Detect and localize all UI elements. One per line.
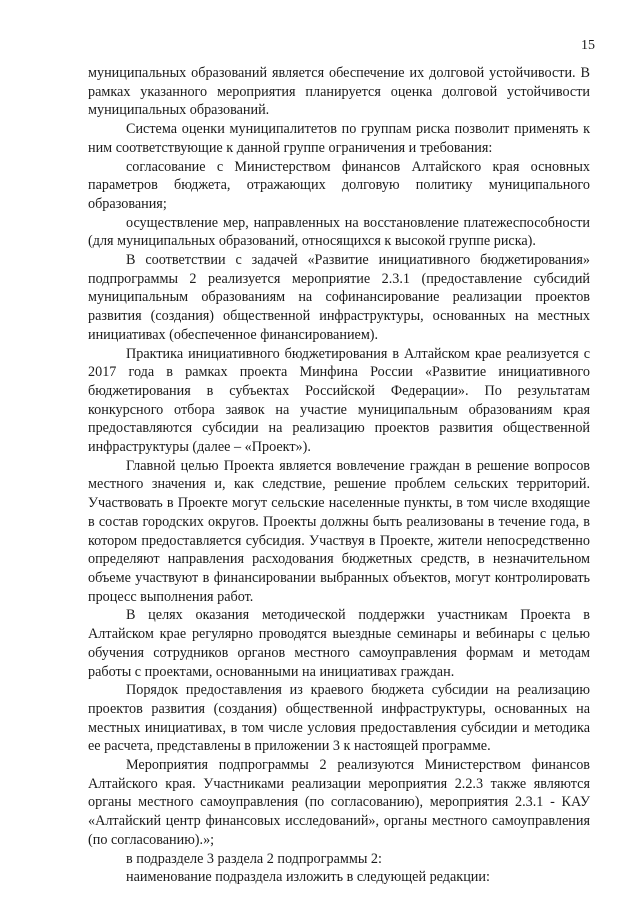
paragraph: Система оценки муниципалитетов по группам риска позволит применять к ним соответствующие к данной группе ограничения и требования: bbox=[88, 121, 590, 156]
paragraph: В соответствии с задачей «Развитие инициативного бюджетирования» подпрограммы 2 реализуется мероприятие 2.3.1 (предоставление субсидий муниципальным образованиям на софинансирование реализации проектов развития (создания) общественной инфраструктуры, основанных на местных инициативах (обеспеченное финансированием). bbox=[88, 252, 590, 343]
paragraph: Главной целью Проекта является вовлечение граждан в решение вопросов местного значения и, как следствие, решение проблем сельских территорий. Участвовать в Проекте могут сельские населенные пункты, в том числе входящие в состав городских округов. Проекты должны быть реализованы в течение года, в котором предоставляется субсидия. Участвуя в Проекте, жители непосредственно определяют направления расходования бюджетных средств, в незначительном объеме участвуют в финансировании выбранных объектов, могут контролировать процесс выполнения работ. bbox=[88, 457, 590, 605]
paragraph: наименование подраздела изложить в следующей редакции: bbox=[126, 869, 490, 886]
paragraph: в подразделе 3 раздела 2 подпрограммы 2: bbox=[126, 850, 382, 867]
paragraph: муниципальных образований является обеспечение их долговой устойчивости. В рамках указанного мероприятия планируется оценка долговой устойчивости муниципальных образований. bbox=[88, 65, 590, 119]
paragraph: Практика инициативного бюджетирования в Алтайском крае реализуется с 2017 года в рамках проекта Минфина России «Развитие инициативного бюджетирования в субъектах Российской Федерации». По результатам конкурсного отбора заявок на участие муниципальным образованиям края предоставляются субсидии на реализацию проектов развития общественной инфраструктуры (далее – «Проект»). bbox=[88, 345, 590, 456]
paragraph: В целях оказания методической поддержки участникам Проекта в Алтайском крае регулярно проводятся выездные семинары и вебинары с целью обучения сотрудников органов местного самоуправления формам и методам работы с проектами, основанными на инициативах граждан. bbox=[88, 607, 590, 680]
paragraph: Порядок предоставления из краевого бюджета субсидии на реализацию проектов развития (создания) общественной инфраструктуры, основанных на местных инициативах, в том числе условия предоставления субсидии и методика ее расчета, представлены в приложении 3 к настоящей программе. bbox=[88, 682, 590, 755]
paragraph: Мероприятия подпрограммы 2 реализуются Министерством финансов Алтайского края. Участниками реализации мероприятия 2.2.3 также являются органы местного самоуправления (по согласованию), мероприятия 2.3.1 - КАУ «Алтайский центр финансовых исследований», органы местного самоуправления (по согласованию).»; bbox=[88, 757, 590, 848]
document-body bbox=[88, 64, 590, 887]
page-number: 15 bbox=[581, 38, 595, 53]
paragraph: осуществление мер, направленных на восстановление платежеспособности (для муниципальных образований, относящихся к высокой группе риска). bbox=[88, 214, 590, 250]
paragraph: согласование с Министерством финансов Алтайского края основных параметров бюджета, отражающих долговую политику муниципального образования; bbox=[88, 158, 590, 212]
